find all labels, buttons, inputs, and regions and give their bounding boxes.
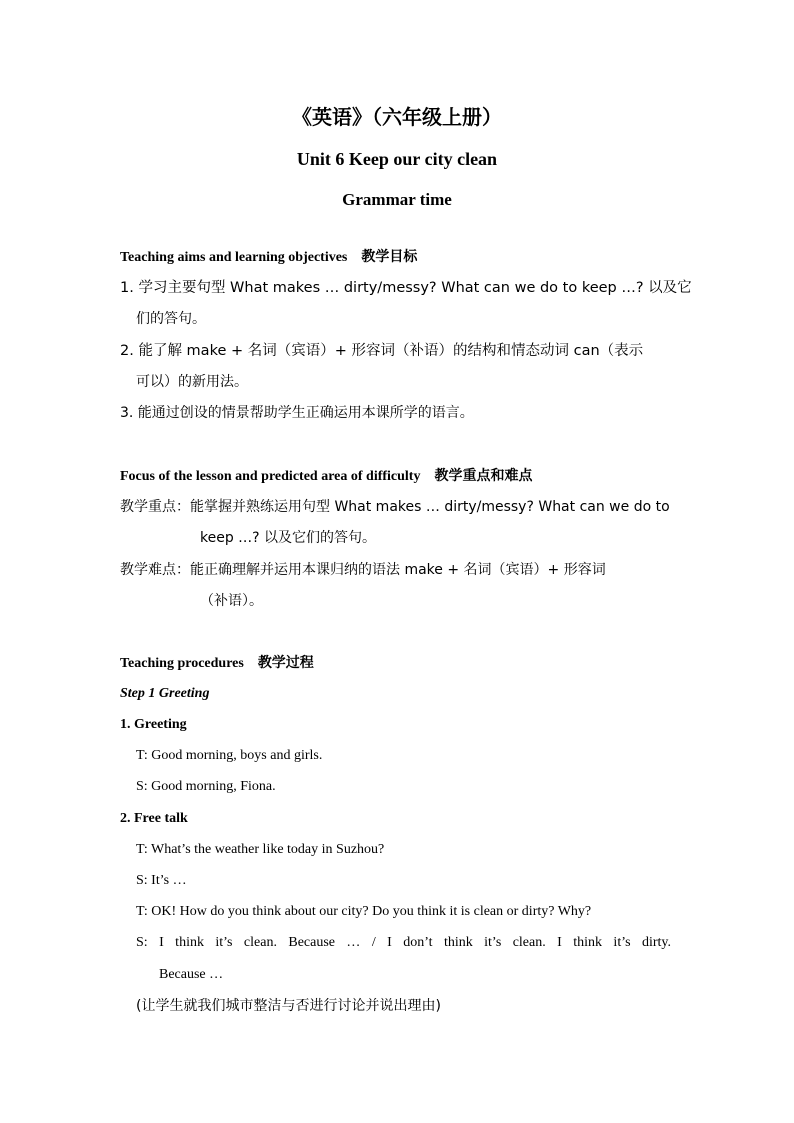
aims-item-1-line-1: 1. 学习主要句型 What makes … dirty/messy? What can we do to keep …? 以及它	[120, 280, 692, 296]
greeting-student-line: S: Good morning, Fiona.	[136, 779, 276, 794]
aims-item-2-line-1: 2. 能了解 make + 名词（宾语）+ 形容词（补语）的结构和情态动词 can（表示	[120, 343, 644, 359]
focus-heading-en: Focus of the lesson and predicted area of difficulty	[120, 469, 421, 484]
procedures-heading-en: Teaching procedures	[120, 656, 244, 671]
procedures-heading-cn: 教学过程	[257, 655, 314, 671]
book-title: 《英语》（六年级上册）	[292, 105, 502, 129]
aims-heading-en: Teaching aims and learning objectives	[120, 250, 348, 265]
free-talk-student-line-2-cont: Because …	[159, 967, 224, 982]
unit-title: Unit 6 Keep our city clean	[296, 149, 498, 169]
focus-heading	[120, 466, 532, 487]
aims-heading-cn: 教学目标	[361, 249, 418, 265]
free-talk-student-line-2: S: I think it’s clean. Because … / I don’t think it’s clean. I think it’s dirty.	[136, 935, 671, 950]
procedures-heading	[120, 653, 314, 674]
focus-difficulty-line-1: 教学难点：能正确理解并运用本课归纳的语法 make + 名词（宾语）+ 形容词	[120, 562, 606, 578]
aims-item-3: 3. 能通过创设的情景帮助学生正确运用本课所学的语言。	[120, 405, 474, 421]
aims-heading	[120, 247, 417, 268]
free-talk-heading: 2. Free talk	[120, 811, 188, 826]
free-talk-student-line-1: S: It’s …	[136, 873, 187, 888]
focus-difficulty-line-2: （补语）。	[200, 593, 263, 609]
focus-heading-cn: 教学重点和难点	[434, 468, 533, 484]
section-title: Grammar time	[342, 190, 452, 209]
free-talk-note: (让学生就我们城市整洁与否进行讨论并说出理由)	[136, 998, 441, 1014]
focus-key-line-1: 教学重点：能掌握并熟练运用句型 What makes … dirty/messy? What can we do to	[120, 499, 670, 515]
step-1-heading: Step 1 Greeting	[120, 686, 210, 701]
greeting-heading: 1. Greeting	[120, 717, 187, 732]
greeting-teacher-line: T: Good morning, boys and girls.	[136, 748, 323, 763]
aims-item-1-line-2: 们的答句。	[136, 311, 206, 327]
free-talk-teacher-line-1: T: What’s the weather like today in Suzhou?	[136, 842, 385, 857]
focus-key-line-2: keep …? 以及它们的答句。	[200, 530, 377, 546]
aims-item-2-line-2: 可以）的新用法。	[136, 374, 248, 390]
free-talk-teacher-line-2: T: OK! How do you think about our city? Do you think it is clean or dirty? Why?	[136, 904, 592, 919]
